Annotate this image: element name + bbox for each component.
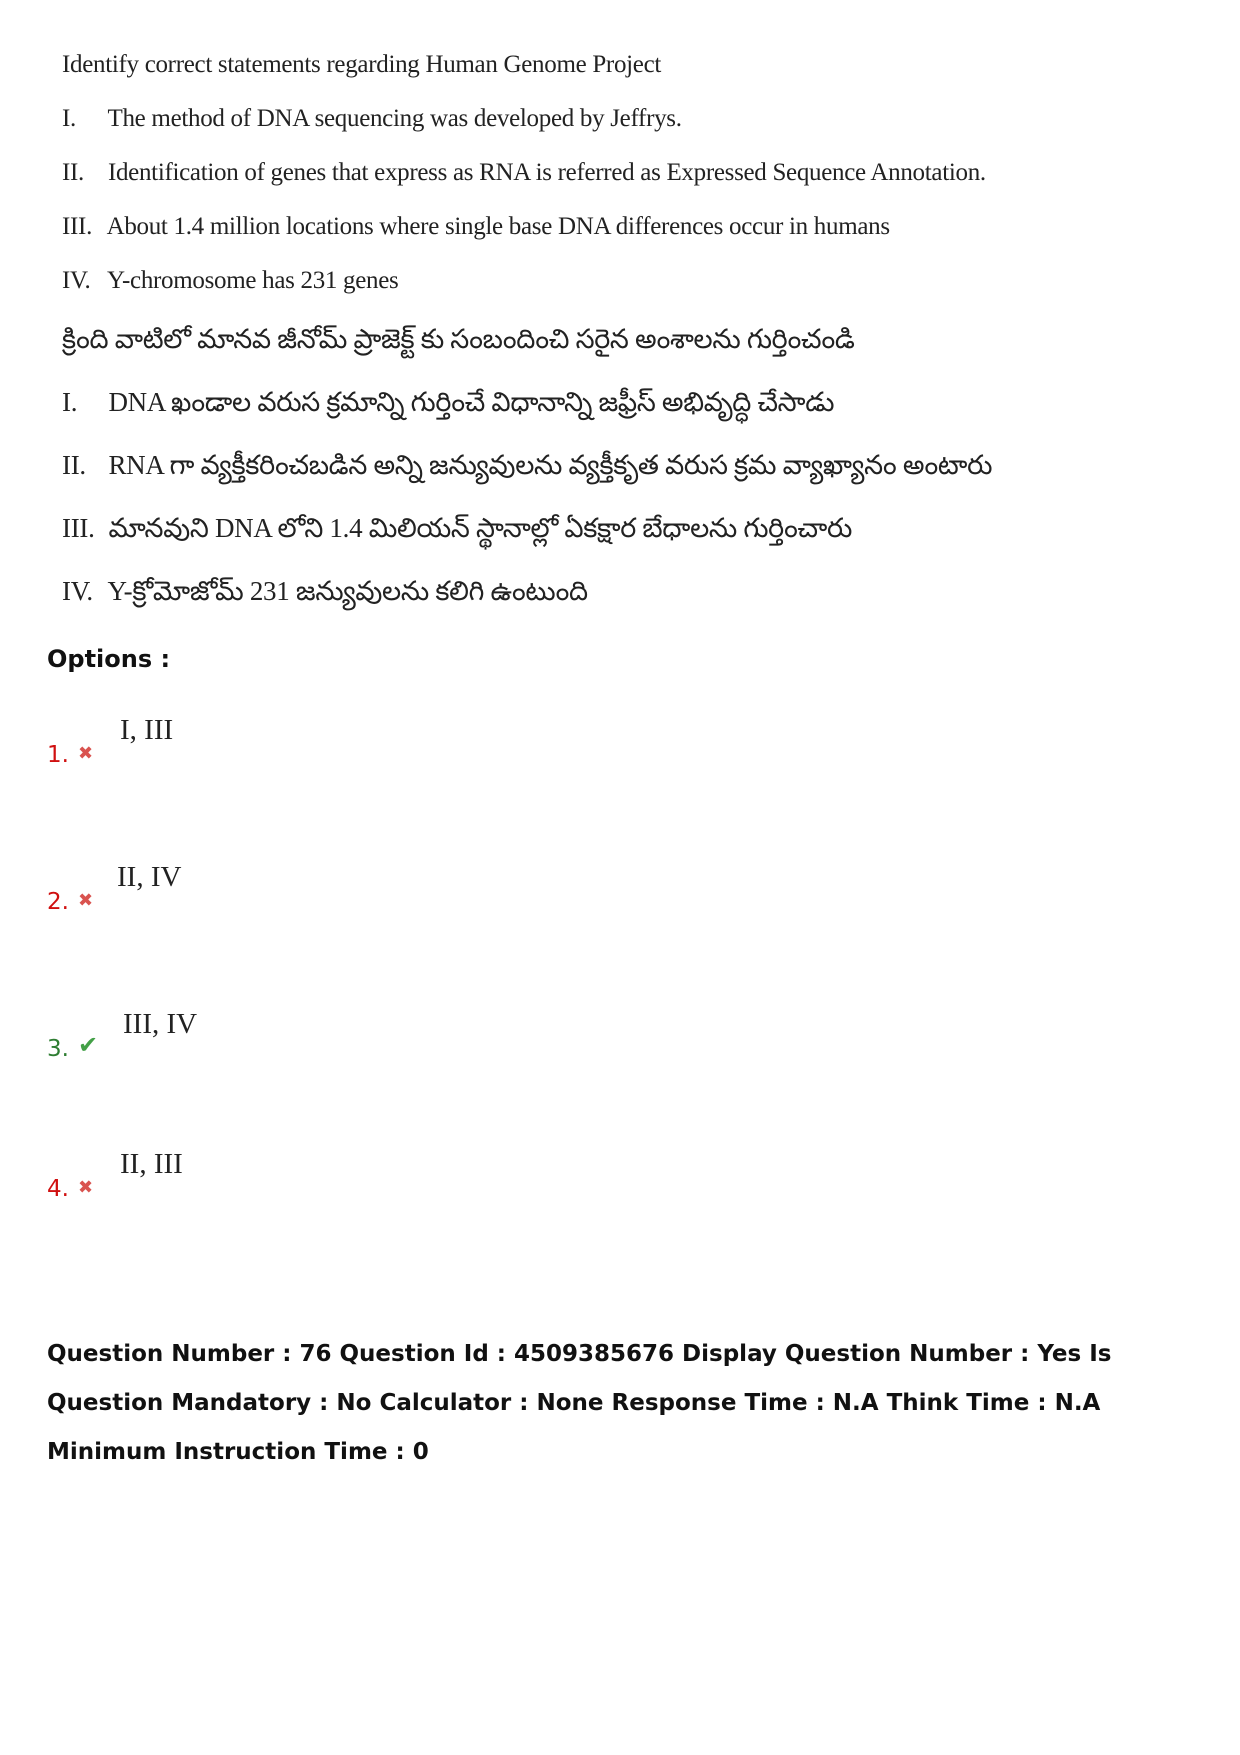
statement-text: Y-క్రోమోజోమ్ 231 జన్యువులను కలిగి ఉంటుంది [107, 576, 588, 606]
option-1[interactable] [47, 714, 547, 812]
wrong-cross-icon: ✖ [78, 890, 94, 911]
option-3[interactable] [47, 1008, 547, 1106]
statement-text: The method of DNA sequencing was developed by Jeffrys. [107, 105, 682, 132]
statement-number: II. [62, 159, 85, 186]
question-metadata: Question Number : 76 Question Id : 4509385676 Display Question Number : Yes Is Question Mandatory : No Calculator : None Response Time : N.A Think Time : N.A Minimum Instruction Time : 0 [47, 1341, 1112, 1465]
option-text: II, III [120, 1148, 183, 1180]
english-statement-3 [62, 200, 1162, 254]
option-number: 2. [47, 889, 69, 915]
telugu-statement-3 [62, 497, 1162, 560]
statement-text: DNA ఖండాల వరుస క్రమాన్ని గుర్తించే విధానాన్ని జఫ్రీస్ అభివృద్ధి చేసాడు [108, 387, 835, 417]
english-statement-1 [62, 92, 1162, 146]
telugu-statement-4 [62, 560, 1162, 623]
statement-text: RNA గా వ్యక్తీకరించబడిన అన్ని జన్యువులను వ్యక్తీకృత వరుస క్రమ వ్యాఖ్యానం అంటారు [108, 450, 993, 480]
statement-text: About 1.4 million locations where single base DNA differences occur in humans [106, 213, 890, 240]
english-statement-2 [62, 146, 1162, 200]
option-number: 1. [47, 742, 69, 768]
statement-number: II. [62, 450, 86, 480]
question-title-telugu: క్రింది వాటిలో మానవ జీనోమ్ ప్రాజెక్ట్ కు సంబందించి సరైన అంశాలను గుర్తించండి [62, 324, 855, 354]
question-title-english: Identify correct statements regarding Human Genome Project [62, 51, 662, 78]
statement-number: I. [62, 105, 76, 132]
statement-number: III. [62, 513, 95, 543]
statement-text: Y-chromosome has 231 genes [107, 267, 399, 294]
statement-text: Identification of genes that express as RNA is referred as Expressed Sequence Annotation. [107, 159, 986, 186]
statement-number: III. [62, 213, 93, 240]
telugu-statement-1 [62, 371, 1162, 434]
option-number: 3. [47, 1036, 69, 1062]
wrong-cross-icon: ✖ [78, 743, 94, 764]
option-number: 4. [47, 1176, 69, 1202]
english-statement-4 [62, 254, 1162, 308]
telugu-statement-2 [62, 434, 1162, 497]
options-heading: Options : [47, 645, 171, 673]
statement-number: IV. [62, 576, 93, 606]
option-2[interactable] [47, 861, 547, 959]
statement-number: IV. [62, 267, 91, 294]
option-4[interactable] [47, 1148, 547, 1246]
wrong-cross-icon: ✖ [78, 1177, 94, 1198]
option-text: I, III [120, 714, 174, 746]
question-image [62, 38, 1162, 623]
option-text: II, IV [117, 861, 182, 893]
statement-number: I. [62, 387, 78, 417]
correct-check-icon: ✔ [78, 1031, 99, 1059]
option-text: III, IV [123, 1008, 198, 1040]
statement-text: మానవుని DNA లోని 1.4 మిలియన్ స్థానాల్లో ఏకక్షార బేధాలను గుర్తించారు [108, 513, 853, 543]
